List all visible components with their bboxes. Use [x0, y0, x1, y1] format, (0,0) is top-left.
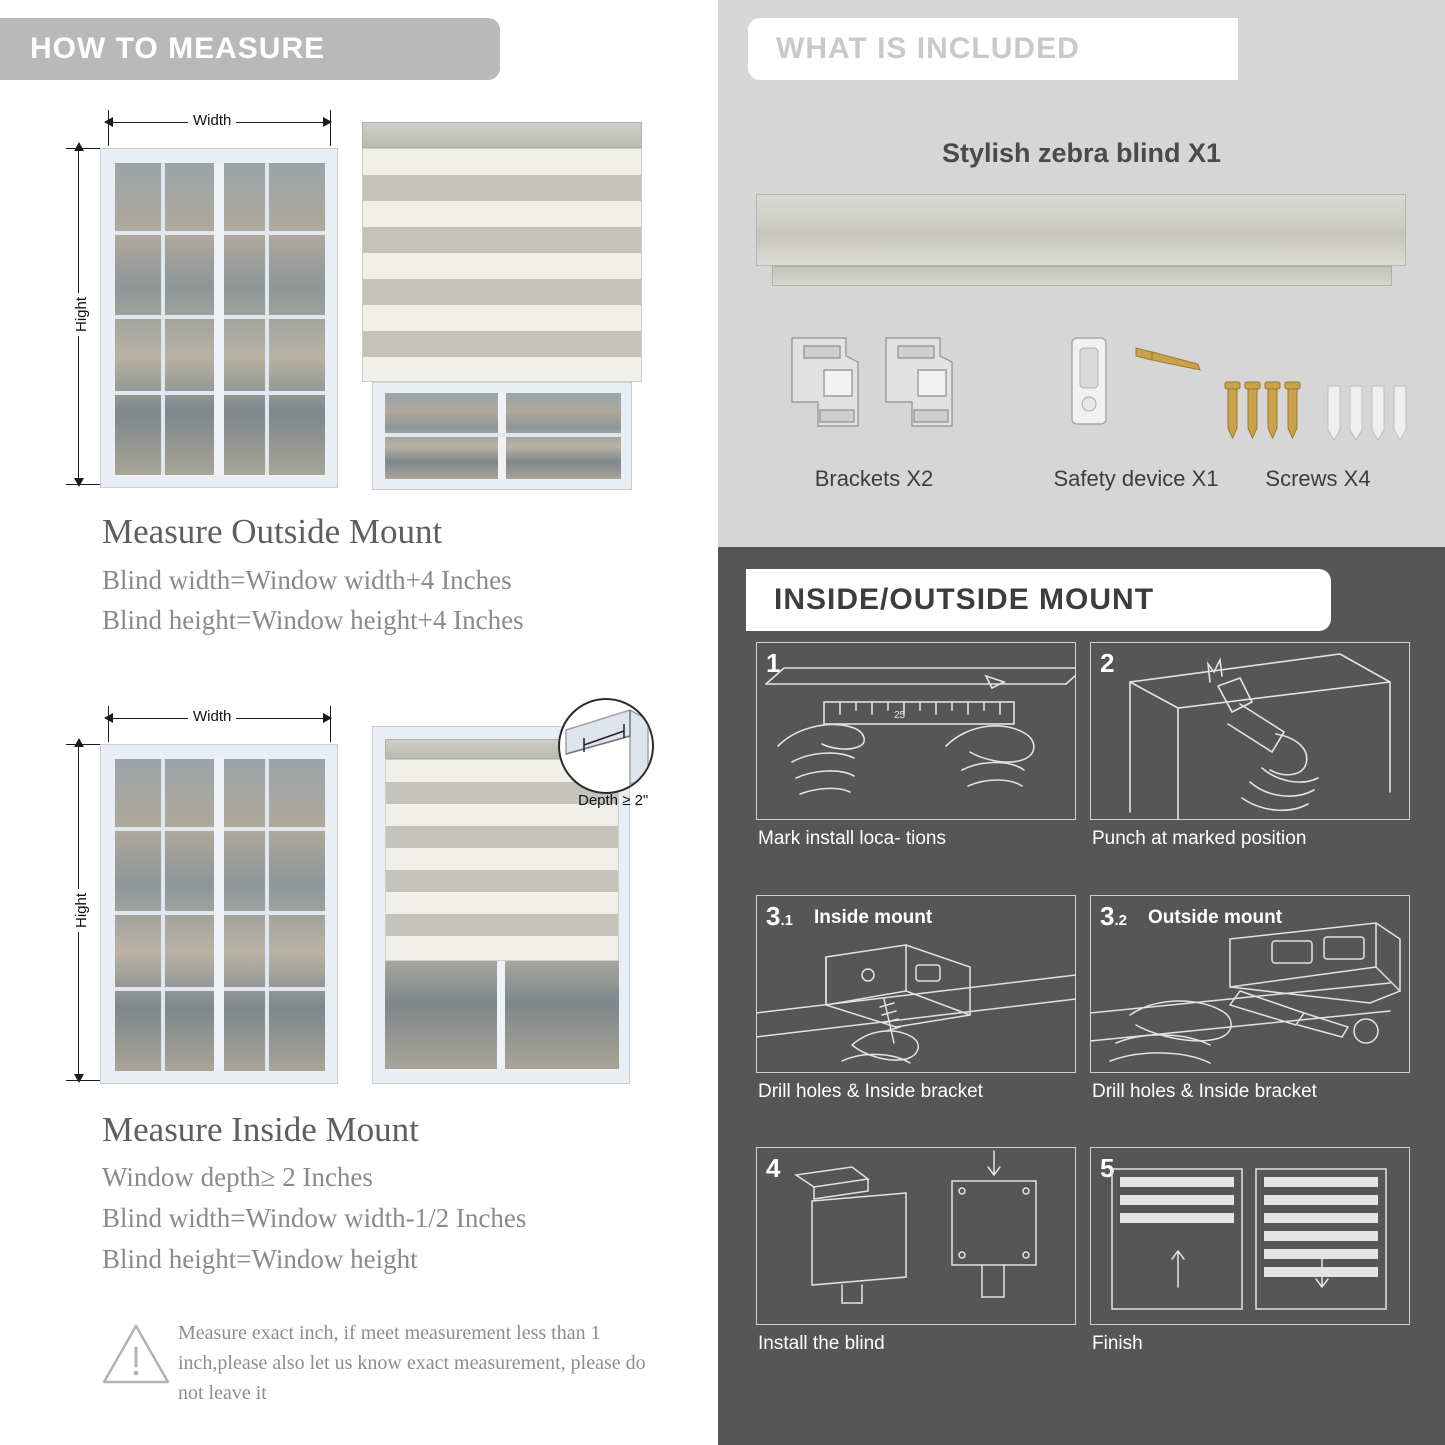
- inside-mount-line-1: Window depth≥ 2 Inches: [102, 1162, 373, 1192]
- brackets-group: [784, 330, 964, 445]
- safety-device-caption: Safety device X1: [1053, 466, 1219, 491]
- step-3-2-number-suffix: .2: [1114, 912, 1127, 929]
- step-3-2-number-main: 3: [1100, 901, 1115, 931]
- inside-width-label: Width: [188, 708, 236, 725]
- outside-mount-title: Measure Outside Mount: [102, 512, 443, 551]
- outside-mount-line-1: Blind width=Window width+4 Inches: [102, 565, 512, 595]
- step-3-1-illustration: [756, 895, 1076, 1073]
- inside-mount-line-2: Blind width=Window width-1/2 Inches: [102, 1203, 527, 1233]
- step-3-1-number-main: 3: [766, 901, 781, 931]
- depth-label: Depth ≥ 2": [578, 792, 649, 809]
- step-5: [1090, 1147, 1410, 1362]
- depth-detail-icon: [560, 700, 652, 792]
- screws-group: [1218, 330, 1418, 445]
- step-4-caption: Install the blind: [758, 1333, 885, 1354]
- blind-outside-mount: [362, 122, 642, 382]
- outside-height-label: Hight: [73, 293, 90, 336]
- screws-caption: Screws X4: [1265, 466, 1371, 491]
- inside-outside-mount-panel: [718, 547, 1445, 1445]
- brackets-caption: Brackets X2: [814, 466, 934, 491]
- how-to-measure-panel: [0, 0, 712, 1445]
- safety-device-icon: [1048, 330, 1228, 440]
- window-outside-mount: [100, 148, 338, 488]
- window-inside-mount: [100, 744, 338, 1084]
- step-1-number: 1: [766, 648, 781, 678]
- what-is-included-tab-label: WHAT IS INCLUDED: [776, 32, 1080, 65]
- screw-icon: [1136, 348, 1200, 370]
- inside-height-label: Hight: [73, 889, 90, 932]
- step-3-1-subtitle: Inside mount: [814, 907, 933, 928]
- zebra-blind-bottom-rail: [772, 266, 1392, 286]
- included-main-item-label: Stylish zebra blind X1: [941, 138, 1222, 168]
- measure-note-text: Measure exact inch, if meet measurement less than 1 inch,please also let us know exact measurement, please do not leave it: [178, 1322, 646, 1404]
- step-1-caption: Mark install loca- tions: [758, 828, 946, 849]
- step-2: [1090, 642, 1410, 857]
- step-2-number: 2: [1100, 648, 1115, 678]
- step-3-1-number-suffix: .1: [780, 912, 793, 929]
- warning-icon: [100, 1322, 172, 1388]
- step-5-caption: Finish: [1092, 1333, 1143, 1354]
- step-5-number: 5: [1100, 1153, 1115, 1183]
- inside-mount-diagram: [0, 596, 712, 1096]
- screws-icon: [1218, 330, 1418, 440]
- step-4-number: 4: [766, 1153, 781, 1183]
- step-3-2-subtitle: Outside mount: [1148, 907, 1283, 928]
- inside-outside-mount-tab-label: INSIDE/OUTSIDE MOUNT: [774, 583, 1155, 616]
- outside-width-label: Width: [188, 112, 236, 129]
- step-2-illustration: [1090, 642, 1410, 820]
- depth-callout: [558, 698, 654, 794]
- bracket-icon: [784, 330, 964, 440]
- svg-text:25: 25: [894, 710, 906, 721]
- step-4-illustration: [756, 1147, 1076, 1325]
- outside-mount-diagram: [0, 0, 712, 500]
- safety-device-group: [1048, 330, 1228, 445]
- zebra-blind-product-image: [756, 194, 1406, 266]
- step-2-caption: Punch at marked position: [1092, 828, 1307, 849]
- step-3-2-caption: Drill holes & Inside bracket: [1092, 1081, 1317, 1102]
- step-4: [756, 1147, 1076, 1362]
- step-3-1-caption: Drill holes & Inside bracket: [758, 1081, 983, 1102]
- step-1: [756, 642, 1076, 857]
- outside-mount-line-2: Blind height=Window height+4 Inches: [102, 605, 524, 635]
- step-1-illustration: [756, 642, 1076, 820]
- inside-mount-line-3: Blind height=Window height: [102, 1244, 418, 1274]
- step-3-1: [756, 895, 1076, 1110]
- how-to-measure-tab-label: HOW TO MEASURE: [30, 32, 326, 65]
- inside-outside-mount-tab: [746, 569, 1331, 631]
- step-3-2: [1090, 895, 1410, 1110]
- step-3-2-illustration: [1090, 895, 1410, 1073]
- what-is-included-tab: [748, 18, 1238, 80]
- step-5-illustration: [1090, 1147, 1410, 1325]
- inside-mount-title: Measure Inside Mount: [102, 1110, 419, 1149]
- what-is-included-panel: [718, 0, 1445, 547]
- window-behind-blind-outside: [372, 382, 632, 490]
